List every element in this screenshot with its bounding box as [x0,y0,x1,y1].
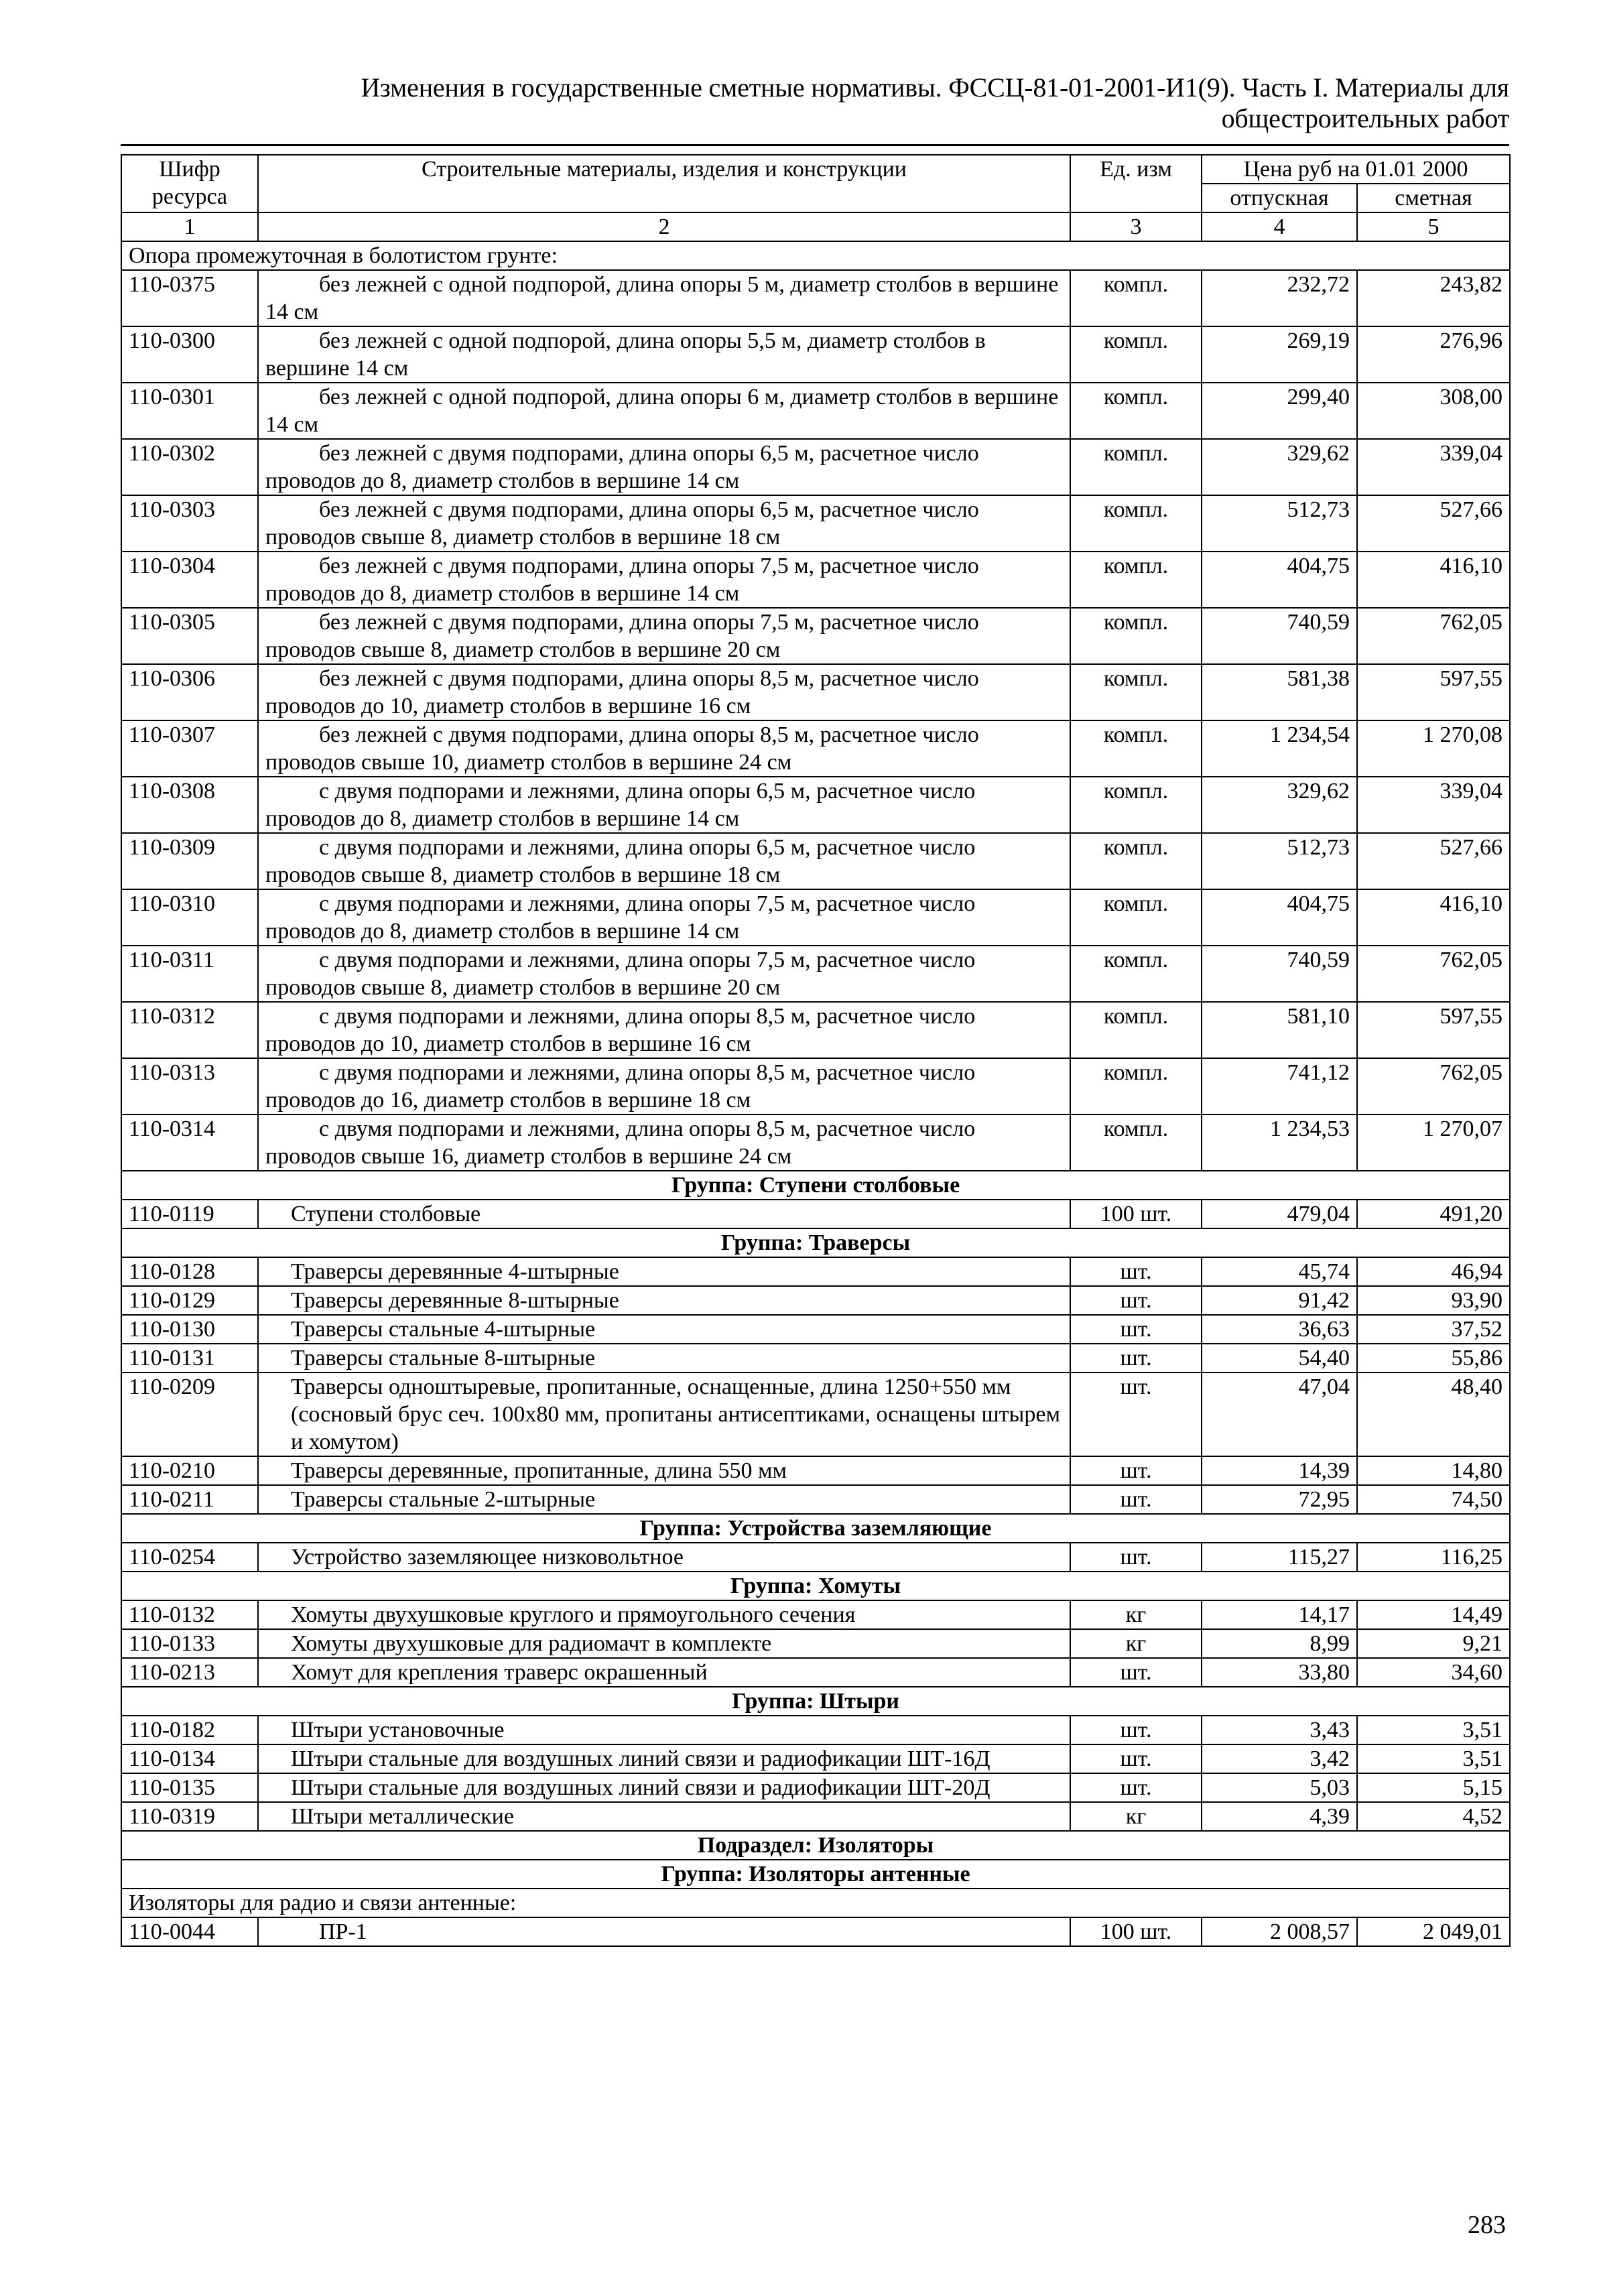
table-row [121,1058,1510,1114]
resource-code: 110-0254 [121,1543,258,1572]
table-row [121,270,1510,326]
group-header-row [121,1514,1510,1543]
release-price: 269,19 [1202,326,1357,383]
table-row [121,1658,1510,1687]
release-price: 329,62 [1202,439,1357,495]
material-name: с двумя подпорами и лежнями, длина опоры 8,5 м, расчетное число проводов свыше 16, диаметр столбов в вершине 24 см [258,1114,1070,1171]
material-name: Хомуты двухушковые для радиомачт в комплекте [258,1629,1070,1658]
release-price: 232,72 [1202,270,1357,326]
unit-of-measure: компл. [1070,1002,1202,1058]
unit-of-measure: компл. [1070,946,1202,1002]
page-number: 283 [1468,2211,1506,2239]
table-row [121,1373,1510,1456]
column-header-unit: Ед. изм [1070,155,1202,212]
resource-code: 110-0133 [121,1629,258,1658]
group-title: Группа: Траверсы [121,1228,1510,1257]
material-name: Хомут для крепления траверс окрашенный [258,1658,1070,1687]
release-price: 479,04 [1202,1200,1357,1228]
table-row [121,326,1510,383]
material-name: без лежней с двумя подпорами, длина опоры 7,5 м, расчетное число проводов свыше 8, диаметр столбов в вершине 20 см [258,608,1070,664]
resource-code: 110-0305 [121,608,258,664]
unit-of-measure: шт. [1070,1773,1202,1802]
table-row [121,1114,1510,1171]
resource-code: 110-0213 [121,1658,258,1687]
table-row [121,1485,1510,1514]
unit-of-measure: кг [1070,1600,1202,1629]
resource-code: 110-0310 [121,889,258,946]
unit-of-measure: компл. [1070,833,1202,889]
estimate-price: 14,49 [1357,1600,1510,1629]
material-name: без лежней с двумя подпорами, длина опоры 6,5 м, расчетное число проводов до 8, диаметр столбов в вершине 14 см [258,439,1070,495]
column-index-row [121,212,1510,241]
estimate-price: 2 049,01 [1357,1917,1510,1946]
release-price: 36,63 [1202,1315,1357,1344]
material-name: с двумя подпорами и лежнями, длина опоры 6,5 м, расчетное число проводов до 8, диаметр столбов в вершине 14 см [258,777,1070,833]
page-header [121,72,1509,134]
table-row [121,777,1510,833]
section-note-row [121,1889,1510,1917]
estimate-price: 276,96 [1357,326,1510,383]
table-row [121,608,1510,664]
material-name: Траверсы стальные 8-штырные [258,1344,1070,1373]
release-price: 329,62 [1202,777,1357,833]
material-name: Траверсы деревянные 4-штырные [258,1257,1070,1286]
estimate-price: 4,52 [1357,1802,1510,1831]
unit-of-measure: шт. [1070,1286,1202,1315]
resource-code: 110-0313 [121,1058,258,1114]
group-header-row [121,1228,1510,1257]
resource-code: 110-0135 [121,1773,258,1802]
unit-of-measure: кг [1070,1629,1202,1658]
table-row [121,1716,1510,1744]
estimate-price: 308,00 [1357,383,1510,439]
estimate-price: 416,10 [1357,889,1510,946]
unit-of-measure: шт. [1070,1373,1202,1456]
resource-code: 110-0375 [121,270,258,326]
table-row [121,1002,1510,1058]
unit-of-measure: компл. [1070,270,1202,326]
subsection-header-row [121,1831,1510,1860]
table-row [121,946,1510,1002]
table-row [121,720,1510,777]
table-body [121,155,1510,1946]
release-price: 741,12 [1202,1058,1357,1114]
unit-of-measure: шт. [1070,1543,1202,1572]
material-name: без лежней с двумя подпорами, длина опоры 8,5 м, расчетное число проводов свыше 10, диаметр столбов в вершине 24 см [258,720,1070,777]
table-row [121,552,1510,608]
estimate-price: 597,55 [1357,664,1510,720]
group-header-row [121,1687,1510,1716]
unit-of-measure: шт. [1070,1716,1202,1744]
resource-code: 110-0307 [121,720,258,777]
column-header-price: Цена руб на 01.01 2000 [1202,155,1510,184]
material-name: без лежней с двумя подпорами, длина опоры 7,5 м, расчетное число проводов до 8, диаметр столбов в вершине 14 см [258,552,1070,608]
release-price: 115,27 [1202,1543,1357,1572]
table-row [121,1344,1510,1373]
group-header-row [121,1171,1510,1200]
estimate-price: 34,60 [1357,1658,1510,1687]
material-name: Траверсы одноштыревые, пропитанные, оснащенные, длина 1250+550 мм (сосновый брус сеч. 100х80 мм, пропитаны антисептиками, оснащены штырем и хомутом) [258,1373,1070,1456]
release-price: 740,59 [1202,946,1357,1002]
material-name: без лежней с двумя подпорами, длина опоры 8,5 м, расчетное число проводов до 10, диаметр столбов в вершине 16 см [258,664,1070,720]
estimate-price: 527,66 [1357,495,1510,552]
material-name: Штыри металлические [258,1802,1070,1831]
column-index: 2 [258,212,1070,241]
unit-of-measure: компл. [1070,383,1202,439]
material-name: без лежней с одной подпорой, длина опоры 6 м, диаметр столбов в вершине 14 см [258,383,1070,439]
resource-code: 110-0044 [121,1917,258,1946]
release-price: 512,73 [1202,833,1357,889]
unit-of-measure: шт. [1070,1257,1202,1286]
estimate-price: 243,82 [1357,270,1510,326]
resource-code: 110-0134 [121,1744,258,1773]
table-row [121,1456,1510,1485]
resource-code: 110-0301 [121,383,258,439]
material-name: Устройство заземляющее низковольтное [258,1543,1070,1572]
release-price: 4,39 [1202,1802,1357,1831]
resource-code: 110-0312 [121,1002,258,1058]
unit-of-measure: компл. [1070,1058,1202,1114]
release-price: 47,04 [1202,1373,1357,1456]
release-price: 5,03 [1202,1773,1357,1802]
material-name: ПР-1 [258,1917,1070,1946]
unit-of-measure: шт. [1070,1485,1202,1514]
table-row [121,889,1510,946]
column-header-code: Шифр ресурса [121,155,258,212]
release-price: 581,10 [1202,1002,1357,1058]
resource-code: 110-0303 [121,495,258,552]
material-name: без лежней с двумя подпорами, длина опоры 6,5 м, расчетное число проводов свыше 8, диаметр столбов в вершине 18 см [258,495,1070,552]
unit-of-measure: шт. [1070,1456,1202,1485]
header-divider [121,144,1509,146]
estimate-price: 3,51 [1357,1716,1510,1744]
estimate-price: 37,52 [1357,1315,1510,1344]
release-price: 33,80 [1202,1658,1357,1687]
resource-code: 110-0129 [121,1286,258,1315]
materials-price-table [121,154,1511,1947]
release-price: 1 234,54 [1202,720,1357,777]
estimate-price: 416,10 [1357,552,1510,608]
release-price: 72,95 [1202,1485,1357,1514]
estimate-price: 74,50 [1357,1485,1510,1514]
column-index: 3 [1070,212,1202,241]
release-price: 1 234,53 [1202,1114,1357,1171]
material-name: без лежней с одной подпорой, длина опоры 5,5 м, диаметр столбов в вершине 14 см [258,326,1070,383]
section-note: Опора промежуточная в болотистом грунте: [121,241,1510,270]
release-price: 91,42 [1202,1286,1357,1315]
table-header-row [121,155,1510,184]
release-price: 45,74 [1202,1257,1357,1286]
table-row [121,833,1510,889]
unit-of-measure: компл. [1070,326,1202,383]
estimate-price: 5,15 [1357,1773,1510,1802]
group-title: Группа: Ступени столбовые [121,1171,1510,1200]
resource-code: 110-0210 [121,1456,258,1485]
group-header-row [121,1572,1510,1600]
group-title: Группа: Штыри [121,1687,1510,1716]
table-row [121,664,1510,720]
table-row [121,1917,1510,1946]
column-index: 5 [1357,212,1510,241]
material-name: с двумя подпорами и лежнями, длина опоры 6,5 м, расчетное число проводов свыше 8, диаметр столбов в вершине 18 см [258,833,1070,889]
column-index: 1 [121,212,258,241]
material-name: без лежней с одной подпорой, длина опоры 5 м, диаметр столбов в вершине 14 см [258,270,1070,326]
material-name: с двумя подпорами и лежнями, длина опоры 7,5 м, расчетное число проводов до 8, диаметр столбов в вершине 14 см [258,889,1070,946]
material-name: с двумя подпорами и лежнями, длина опоры 7,5 м, расчетное число проводов свыше 8, диаметр столбов в вершине 20 см [258,946,1070,1002]
estimate-price: 48,40 [1357,1373,1510,1456]
estimate-price: 339,04 [1357,439,1510,495]
unit-of-measure: компл. [1070,720,1202,777]
group-title: Группа: Изоляторы антенные [121,1860,1510,1889]
column-index: 4 [1202,212,1357,241]
material-name: Штыри стальные для воздушных линий связи и радиофикации ШТ-16Д [258,1744,1070,1773]
material-name: Траверсы деревянные 8-штырные [258,1286,1070,1315]
table-row [121,1543,1510,1572]
section-note: Изоляторы для радио и связи антенные: [121,1889,1510,1917]
material-name: Ступени столбовые [258,1200,1070,1228]
release-price: 404,75 [1202,552,1357,608]
unit-of-measure: компл. [1070,1114,1202,1171]
table-row [121,439,1510,495]
unit-of-measure: компл. [1070,608,1202,664]
material-name: с двумя подпорами и лежнями, длина опоры 8,5 м, расчетное число проводов до 16, диаметр столбов в вершине 18 см [258,1058,1070,1114]
estimate-price: 491,20 [1357,1200,1510,1228]
resource-code: 110-0182 [121,1716,258,1744]
resource-code: 110-0304 [121,552,258,608]
unit-of-measure: шт. [1070,1344,1202,1373]
release-price: 404,75 [1202,889,1357,946]
release-price: 581,38 [1202,664,1357,720]
unit-of-measure: компл. [1070,495,1202,552]
group-title: Группа: Устройства заземляющие [121,1514,1510,1543]
unit-of-measure: компл. [1070,552,1202,608]
material-name: Траверсы деревянные, пропитанные, длина 550 мм [258,1456,1070,1485]
resource-code: 110-0211 [121,1485,258,1514]
material-name: Штыри установочные [258,1716,1070,1744]
resource-code: 110-0306 [121,664,258,720]
release-price: 3,42 [1202,1744,1357,1773]
page-header-line-1: Изменения в государственные сметные нормативы. ФССЦ-81-01-2001-И1(9). Часть I. Материалы для [361,72,1509,103]
material-name: Траверсы стальные 4-штырные [258,1315,1070,1344]
table-row [121,1600,1510,1629]
release-price: 2 008,57 [1202,1917,1357,1946]
resource-code: 110-0319 [121,1802,258,1831]
estimate-price: 116,25 [1357,1543,1510,1572]
release-price: 54,40 [1202,1344,1357,1373]
estimate-price: 93,90 [1357,1286,1510,1315]
material-name: Штыри стальные для воздушных линий связи и радиофикации ШТ-20Д [258,1773,1070,1802]
column-header-name: Строительные материалы, изделия и конструкции [258,155,1070,212]
unit-of-measure: компл. [1070,664,1202,720]
unit-of-measure: кг [1070,1802,1202,1831]
group-title: Группа: Хомуты [121,1572,1510,1600]
table-row [121,1802,1510,1831]
estimate-price: 762,05 [1357,608,1510,664]
column-header-release-price: отпускная [1202,184,1357,212]
resource-code: 110-0311 [121,946,258,1002]
material-name: с двумя подпорами и лежнями, длина опоры 8,5 м, расчетное число проводов до 10, диаметр столбов в вершине 16 см [258,1002,1070,1058]
release-price: 8,99 [1202,1629,1357,1658]
material-name: Хомуты двухушковые круглого и прямоугольного сечения [258,1600,1070,1629]
estimate-price: 597,55 [1357,1002,1510,1058]
resource-code: 110-0302 [121,439,258,495]
unit-of-measure: шт. [1070,1658,1202,1687]
column-header-estimate-price: сметная [1357,184,1510,212]
table-row [121,383,1510,439]
release-price: 299,40 [1202,383,1357,439]
unit-of-measure: компл. [1070,889,1202,946]
resource-code: 110-0128 [121,1257,258,1286]
resource-code: 110-0119 [121,1200,258,1228]
unit-of-measure: компл. [1070,439,1202,495]
table-row [121,1744,1510,1773]
estimate-price: 3,51 [1357,1744,1510,1773]
unit-of-measure: шт. [1070,1744,1202,1773]
unit-of-measure: 100 шт. [1070,1917,1202,1946]
unit-of-measure: шт. [1070,1315,1202,1344]
release-price: 14,17 [1202,1600,1357,1629]
estimate-price: 762,05 [1357,946,1510,1002]
resource-code: 110-0309 [121,833,258,889]
table-row [121,1773,1510,1802]
section-note-row [121,241,1510,270]
unit-of-measure: 100 шт. [1070,1200,1202,1228]
estimate-price: 527,66 [1357,833,1510,889]
estimate-price: 762,05 [1357,1058,1510,1114]
estimate-price: 46,94 [1357,1257,1510,1286]
release-price: 740,59 [1202,608,1357,664]
table-row [121,1315,1510,1344]
resource-code: 110-0300 [121,326,258,383]
resource-code: 110-0132 [121,1600,258,1629]
group-header-row [121,1860,1510,1889]
estimate-price: 9,21 [1357,1629,1510,1658]
material-name: Траверсы стальные 2-штырные [258,1485,1070,1514]
table-row [121,1629,1510,1658]
table-row [121,1257,1510,1286]
resource-code: 110-0131 [121,1344,258,1373]
table-row [121,495,1510,552]
resource-code: 110-0130 [121,1315,258,1344]
subsection-title: Подраздел: Изоляторы [121,1831,1510,1860]
estimate-price: 1 270,07 [1357,1114,1510,1171]
table-row [121,1200,1510,1228]
release-price: 512,73 [1202,495,1357,552]
estimate-price: 55,86 [1357,1344,1510,1373]
resource-code: 110-0209 [121,1373,258,1456]
page-header-line-2: общестроительных работ [1221,103,1509,133]
estimate-price: 1 270,08 [1357,720,1510,777]
release-price: 14,39 [1202,1456,1357,1485]
release-price: 3,43 [1202,1716,1357,1744]
resource-code: 110-0308 [121,777,258,833]
estimate-price: 14,80 [1357,1456,1510,1485]
estimate-price: 339,04 [1357,777,1510,833]
unit-of-measure: компл. [1070,777,1202,833]
table-row [121,1286,1510,1315]
resource-code: 110-0314 [121,1114,258,1171]
